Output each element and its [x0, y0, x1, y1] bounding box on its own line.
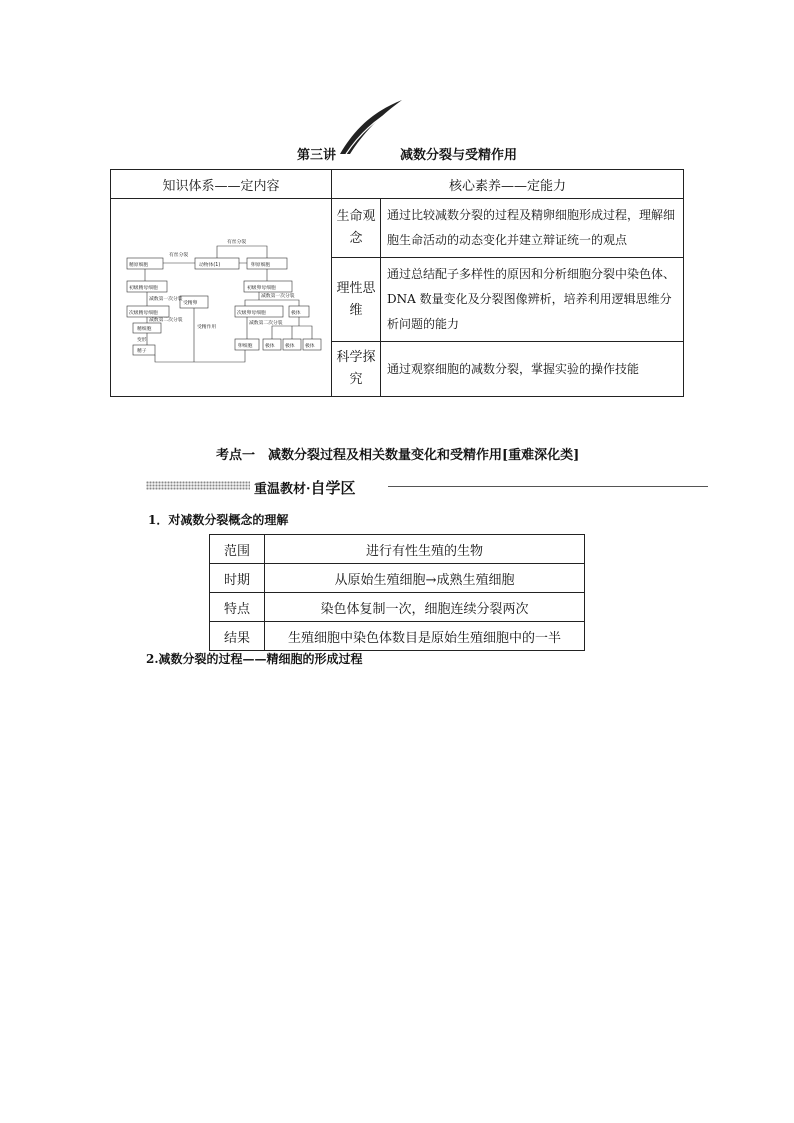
banner-left-text: 重温教材·	[254, 482, 311, 497]
node-polar-body-4: 极体	[305, 343, 315, 349]
core-literacy-header: 核心素养——定能力	[332, 170, 684, 199]
label-mitosis-left: 有丝分裂	[169, 252, 189, 258]
node-spermatogonium: 精原细胞	[129, 262, 149, 268]
concept-key: 特点	[210, 593, 265, 622]
concept-key: 结果	[210, 622, 265, 651]
section2-heading: 2.减数分裂的过程——精细胞的形成过程	[146, 652, 363, 666]
node-primary-oocyte: 初级卵母细胞	[247, 285, 276, 291]
tag-rational-thinking: 理性思维	[332, 258, 381, 342]
table-row	[210, 564, 585, 593]
node-sperm: 精子	[137, 348, 147, 354]
node-spermatid: 精细胞	[137, 326, 152, 332]
label-meiosis1-male: 减数第一次分裂	[149, 296, 183, 302]
swoosh-logo	[336, 96, 404, 156]
table-row	[210, 593, 585, 622]
knowledge-diagram-cell	[111, 199, 332, 397]
concept-table	[209, 534, 585, 651]
banner-text	[254, 477, 356, 498]
text-scientific-inquiry: 通过观察细胞的减数分裂，掌握实验的操作技能	[381, 342, 684, 397]
tag-life-concept: 生命观念	[332, 199, 381, 258]
node-polar-body: 极体	[291, 310, 301, 316]
concept-value: 从原始生殖细胞→成熟生殖细胞	[265, 564, 585, 593]
label-meiosis2-female: 减数第二次分裂	[249, 320, 283, 326]
table-row	[210, 622, 585, 651]
knowledge-system-header: 知识体系——定内容	[111, 170, 332, 199]
label-fertilization: 受精作用	[197, 324, 217, 330]
banner-rule	[388, 486, 708, 487]
text-rational-thinking: 通过总结配子多样性的原因和分析细胞分裂中染色体、DNA 数量变化及分裂图像辨析，培养利用逻辑思维分析问题的能力	[381, 258, 684, 342]
lecture-number: 第三讲	[297, 148, 337, 163]
section-banner	[146, 477, 708, 495]
node-polar-body-2: 极体	[265, 343, 275, 349]
node-zygote: 受精卵	[183, 300, 198, 306]
concept-value: 进行有性生殖的生物	[265, 535, 585, 564]
concept-value: 染色体复制一次，细胞连续分裂两次	[265, 593, 585, 622]
node-primary-spermatocyte: 初级精母细胞	[129, 285, 158, 291]
label-metamorphosis: 变形	[137, 337, 147, 343]
concept-key: 范围	[210, 535, 265, 564]
node-secondary-spermatocyte: 次级精母细胞	[129, 310, 158, 316]
section1-heading: 1．对减数分裂概念的理解	[148, 513, 289, 527]
tag-scientific-inquiry: 科学探究	[332, 342, 381, 397]
node-egg: 卵细胞	[238, 343, 253, 349]
node-secondary-oocyte: 次级卵母细胞	[237, 310, 266, 316]
table-row	[210, 535, 585, 564]
concept-value: 生殖细胞中染色体数目是原始生殖细胞中的一半	[265, 622, 585, 651]
node-animal: 动物体(1)	[199, 262, 221, 268]
meiosis-flow-diagram	[117, 228, 325, 368]
node-oogonium: 卵原细胞	[251, 262, 271, 268]
label-meiosis1-female: 减数第一次分裂	[261, 293, 295, 299]
label-meiosis2-male: 减数第二次分裂	[149, 317, 183, 323]
page-title: 减数分裂与受精作用	[400, 148, 518, 163]
dotted-bar	[146, 481, 250, 490]
banner-right-text: 自学区	[310, 479, 356, 497]
text-life-concept: 通过比较减数分裂的过程及精卵细胞形成过程，理解细胞生命活动的动态变化并建立辩证统一的观点	[381, 199, 684, 258]
node-polar-body-3: 极体	[285, 343, 295, 349]
label-mitosis-top: 有丝分裂	[227, 239, 247, 245]
concept-key: 时期	[210, 564, 265, 593]
exam-point-heading: 考点一 减数分裂过程及相关数量变化和受精作用[重难深化类]	[216, 448, 580, 463]
overview-table	[110, 169, 684, 397]
